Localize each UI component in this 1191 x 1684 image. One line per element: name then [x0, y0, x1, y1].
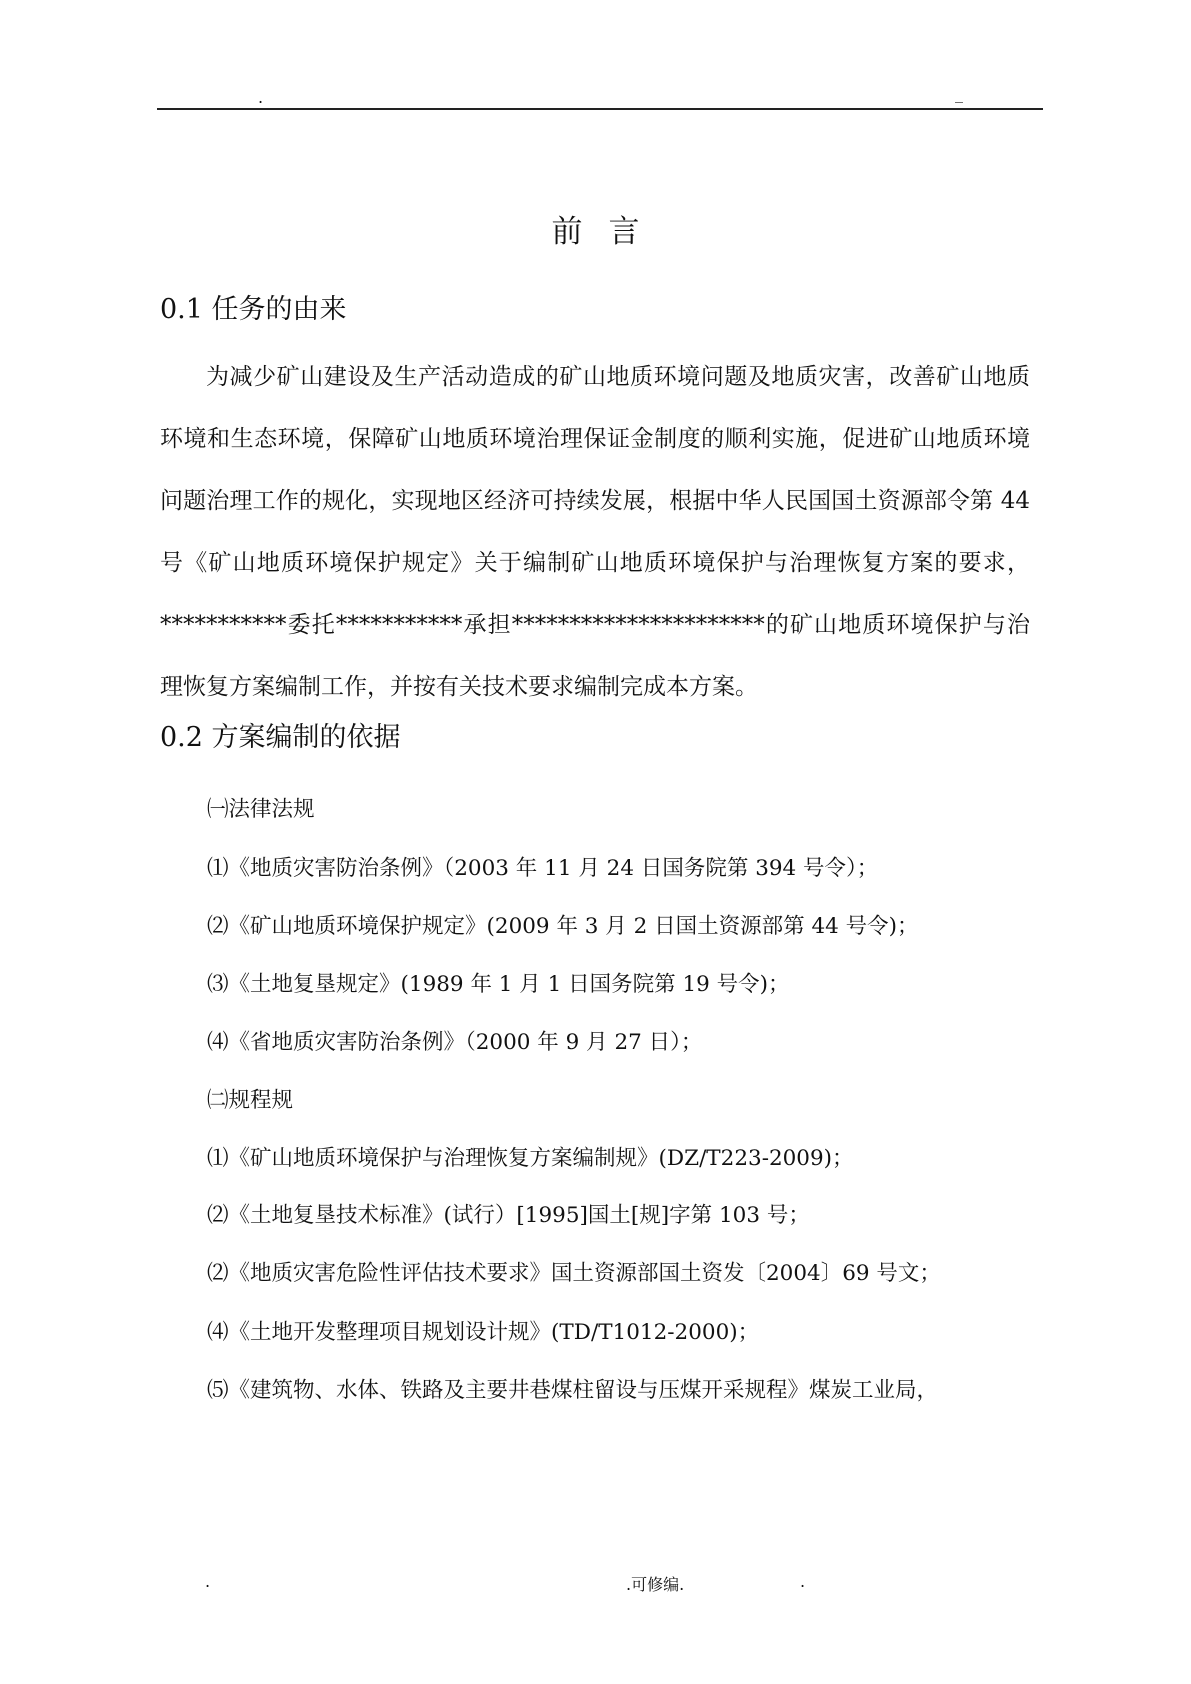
list-group-heading-laws: ㈠法律法规: [207, 797, 315, 822]
header-right-mark: _: [955, 84, 963, 103]
list-item: ⑴《矿山地质环境保护与治理恢复方案编制规》(DZ/T223-2009)；: [207, 1146, 854, 1171]
list-item: ⑸《建筑物、水体、铁路及主要井巷煤柱留设与压煤开采规程》煤炭工业局，: [207, 1378, 939, 1403]
list-item: ⑵《地质灾害危险性评估技术要求》国土资源部国土资发〔2004〕69 号文；: [207, 1261, 941, 1286]
page-title: 前言: [551, 214, 666, 250]
list-item: ⑷《省地质灾害防治条例》（2000 年 9 月 27 日）；: [207, 1030, 703, 1055]
list-item: ⑵《矿山地质环境保护规定》(2009 年 3 月 2 日国土资源部第 44 号令)；: [207, 914, 919, 939]
list-group-heading-standards: ㈡规程规: [207, 1088, 294, 1113]
list-item: ⑵《土地复垦技术标准》(试行）[1995]国土[规]字第 103 号；: [207, 1203, 810, 1228]
list-item: ⑶《土地复垦规定》(1989 年 1 月 1 日国务院第 19 号令)；: [207, 972, 790, 997]
footer-right-mark: .: [800, 1572, 806, 1591]
header-left-mark: .: [258, 88, 264, 107]
list-item: ⑴《地质灾害防治条例》（2003 年 11 月 24 日国务院第 394 号令）；: [207, 856, 879, 881]
footer-center-text: .可修编.: [626, 1575, 685, 1594]
header-rule: [157, 108, 1043, 110]
body-paragraph-1: 为减少矿山建设及生产活动造成的矿山地质环境问题及地质灾害，改善矿山地质环境和生态环境，保障矿山地质环境治理保证金制度的顺利实施，促进矿山地质环境问题治理工作的规化，实现地区经济可持续发展，根据中华人民国国土资源部令第 44 号《矿山地质环境保护规定》关于编制矿山地质环境保护与治理恢复方案的要求，***********委托***********承担**********************的矿山地质环境保护与治理恢复方案编制工作，并按有关技术要求编制完成本方案。: [160, 364, 1030, 700]
footer-left-mark: .: [205, 1572, 211, 1591]
section-heading-1: 0.1 任务的由来: [160, 294, 347, 325]
list-item: ⑷《土地开发整理项目规划设计规》(TD/T1012-2000)；: [207, 1320, 760, 1345]
section-heading-2: 0.2 方案编制的依据: [160, 722, 401, 753]
